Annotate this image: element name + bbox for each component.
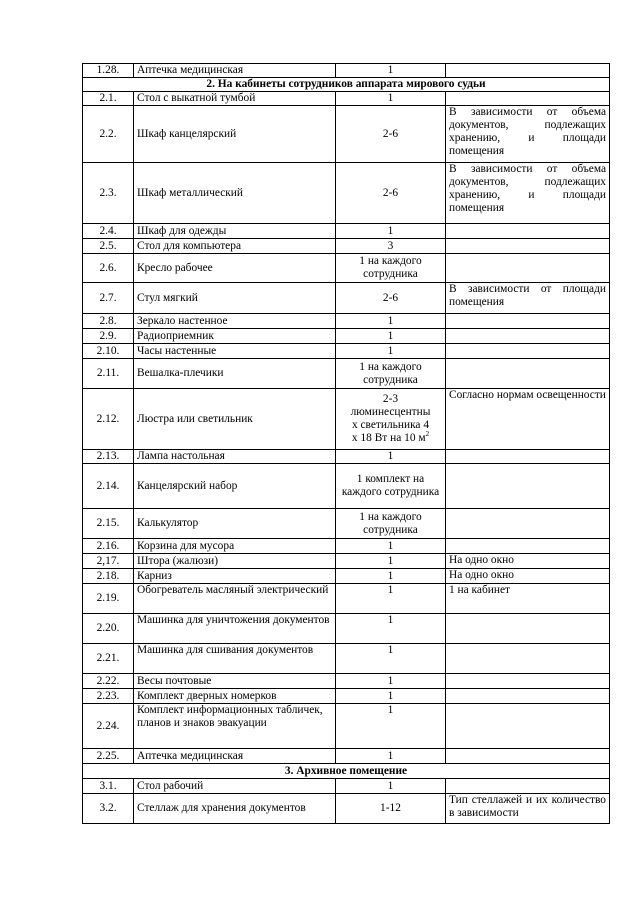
quantity-line: х 18 Вт на 10 $м^2$ <box>351 430 430 444</box>
item-number: 2.8. <box>83 314 134 329</box>
table-row <box>83 450 610 464</box>
table-row <box>83 689 610 704</box>
item-number: 2.3. <box>83 163 134 224</box>
item-number: 2.20. <box>83 614 134 644</box>
item-quantity: 1 на каждого сотрудника <box>336 359 446 389</box>
item-name: Весы почтовые <box>134 674 336 689</box>
item-name: Обогреватель масляный электрический <box>134 584 336 614</box>
item-note: На одно окно <box>446 554 610 569</box>
item-name: Стол с выкатной тумбой <box>134 92 336 106</box>
item-name: Корзина для мусора <box>134 539 336 554</box>
item-quantity: 3 <box>336 239 446 254</box>
table-row <box>83 464 610 509</box>
table-row <box>83 644 610 674</box>
item-number: 2.22. <box>83 674 134 689</box>
item-note: В зависимости от площади помещения <box>446 283 610 314</box>
item-quantity: 1 <box>336 344 446 359</box>
item-note <box>446 64 610 78</box>
item-note <box>446 450 610 464</box>
item-quantity: 1 <box>336 644 446 674</box>
item-number: 2.5. <box>83 239 134 254</box>
item-note <box>446 464 610 509</box>
table-row <box>83 239 610 254</box>
equipment-table <box>82 63 610 824</box>
item-number: 2.14. <box>83 464 134 509</box>
item-quantity: 1 <box>336 584 446 614</box>
item-name: Кресло рабочее <box>134 254 336 283</box>
item-number: 2.2. <box>83 106 134 163</box>
table-row <box>83 794 610 824</box>
item-quantity: 1 <box>336 224 446 239</box>
item-name: Комплект дверных номерков <box>134 689 336 704</box>
item-quantity: 1 <box>336 314 446 329</box>
item-number: 3.2. <box>83 794 134 824</box>
table-row <box>83 314 610 329</box>
table-row <box>83 749 610 764</box>
item-note <box>446 314 610 329</box>
item-note <box>446 329 610 344</box>
item-name: Штора (жалюзи) <box>134 554 336 569</box>
section-title: 2. На кабинеты сотрудников аппарата мирового судьи <box>83 78 610 92</box>
item-number: 2.4. <box>83 224 134 239</box>
table-row <box>83 344 610 359</box>
item-number: 2.25. <box>83 749 134 764</box>
table-row <box>83 329 610 344</box>
item-note <box>446 614 610 644</box>
table-row <box>83 779 610 794</box>
item-note <box>446 239 610 254</box>
table-row <box>83 254 610 283</box>
item-note: На одно окно <box>446 569 610 584</box>
item-quantity: 1 <box>336 450 446 464</box>
item-number: 2,17. <box>83 554 134 569</box>
item-name: Стол рабочий <box>134 779 336 794</box>
item-number: 2.7. <box>83 283 134 314</box>
item-quantity: 1 <box>336 569 446 584</box>
item-number: 2.6. <box>83 254 134 283</box>
item-note <box>446 779 610 794</box>
item-quantity: 1 <box>336 92 446 106</box>
table-row <box>83 584 610 614</box>
item-quantity: 2-6 <box>336 106 446 163</box>
item-quantity: 1-12 <box>336 794 446 824</box>
item-number: 2.23. <box>83 689 134 704</box>
item-name: Карниз <box>134 569 336 584</box>
table-row <box>83 359 610 389</box>
item-number: 2.9. <box>83 329 134 344</box>
item-number: 2.16. <box>83 539 134 554</box>
item-note <box>446 689 610 704</box>
item-number: 2.12. <box>83 389 134 450</box>
table-row <box>83 554 610 569</box>
item-quantity: 1 <box>336 779 446 794</box>
item-name: Стул мягкий <box>134 283 336 314</box>
item-quantity: 1 комплект на каждого сотрудника <box>336 464 446 509</box>
item-quantity: 1 <box>336 704 446 749</box>
item-number: 2.13. <box>83 450 134 464</box>
quantity-line: х светильника 4 <box>351 419 430 431</box>
item-note <box>446 749 610 764</box>
item-number: 2.18. <box>83 569 134 584</box>
table-row <box>83 64 610 78</box>
item-name: Люстра или светильник <box>134 389 336 450</box>
item-note <box>446 92 610 106</box>
section-title: 3. Архивное помещение <box>83 764 610 779</box>
item-quantity: 1 <box>336 329 446 344</box>
item-number: 1.28. <box>83 64 134 78</box>
item-quantity: 2-6 <box>336 163 446 224</box>
item-name: Радиоприемник <box>134 329 336 344</box>
unit-superscript: 2 <box>425 430 430 439</box>
item-number: 2.10. <box>83 344 134 359</box>
equipment-table-body <box>83 64 610 824</box>
item-quantity: 1 <box>336 689 446 704</box>
item-quantity: 1 <box>336 674 446 689</box>
item-number: 2.1. <box>83 92 134 106</box>
table-row <box>83 163 610 224</box>
table-row <box>83 92 610 106</box>
document-page <box>82 63 609 824</box>
item-number: 2.21. <box>83 644 134 674</box>
item-note <box>446 509 610 539</box>
item-note <box>446 344 610 359</box>
item-quantity: 1 <box>336 749 446 764</box>
item-name: Вешалка-плечики <box>134 359 336 389</box>
item-name: Аптечка медицинская <box>134 749 336 764</box>
item-name: Лампа настольная <box>134 450 336 464</box>
item-note <box>446 224 610 239</box>
item-name: Зеркало настенное <box>134 314 336 329</box>
item-name: Шкаф канцелярский <box>134 106 336 163</box>
item-name: Машинка для сшивания документов <box>134 644 336 674</box>
item-number: 2.15. <box>83 509 134 539</box>
item-quantity: 1 на каждого сотрудника <box>336 254 446 283</box>
table-row <box>83 283 610 314</box>
item-quantity: 1 <box>336 64 446 78</box>
item-name: Часы настенные <box>134 344 336 359</box>
table-row <box>83 569 610 584</box>
item-note: Тип стеллажей и их количество в зависимости <box>446 794 610 824</box>
section-header-row <box>83 764 610 779</box>
table-row <box>83 389 610 450</box>
item-quantity: 1 на каждого сотрудника <box>336 509 446 539</box>
item-note <box>446 644 610 674</box>
item-number: 3.1. <box>83 779 134 794</box>
table-row <box>83 106 610 163</box>
item-name: Шкаф для одежды <box>134 224 336 239</box>
item-note: 1 на кабинет <box>446 584 610 614</box>
table-row <box>83 674 610 689</box>
table-row <box>83 224 610 239</box>
item-name: Калькулятор <box>134 509 336 539</box>
item-quantity: 2-6 <box>336 283 446 314</box>
quantity-line: люминесцентны <box>350 406 431 418</box>
item-name: Стол для компьютера <box>134 239 336 254</box>
item-name: Машинка для уничтожения документов <box>134 614 336 644</box>
item-note <box>446 539 610 554</box>
item-name: Аптечка медицинская <box>134 64 336 78</box>
item-number: 2.24. <box>83 704 134 749</box>
table-row <box>83 509 610 539</box>
table-row <box>83 614 610 644</box>
item-name: Канцелярский набор <box>134 464 336 509</box>
item-note <box>446 674 610 689</box>
section-header-row <box>83 78 610 92</box>
item-note: В зависимости от объема документов, подлежащих хранению, и площади помещения <box>446 106 610 163</box>
item-number: 2.19. <box>83 584 134 614</box>
item-number: 2.11. <box>83 359 134 389</box>
item-note: В зависимости от объема документов, подлежащих хранению, и площади помещения <box>446 163 610 224</box>
item-quantity: 1 <box>336 614 446 644</box>
item-note: Согласно нормам освещенности <box>446 389 610 450</box>
item-name: Шкаф металлический <box>134 163 336 224</box>
item-name: Стеллаж для хранения документов <box>134 794 336 824</box>
item-quantity: 1 <box>336 539 446 554</box>
item-name: Комплект информационных табличек, планов и знаков эвакуации <box>134 704 336 749</box>
quantity-line: 2-3 <box>382 393 399 405</box>
table-row <box>83 539 610 554</box>
table-row <box>83 704 610 749</box>
item-quantity <box>336 389 446 450</box>
item-quantity: 1 <box>336 554 446 569</box>
item-note <box>446 359 610 389</box>
item-note <box>446 254 610 283</box>
item-note <box>446 704 610 749</box>
